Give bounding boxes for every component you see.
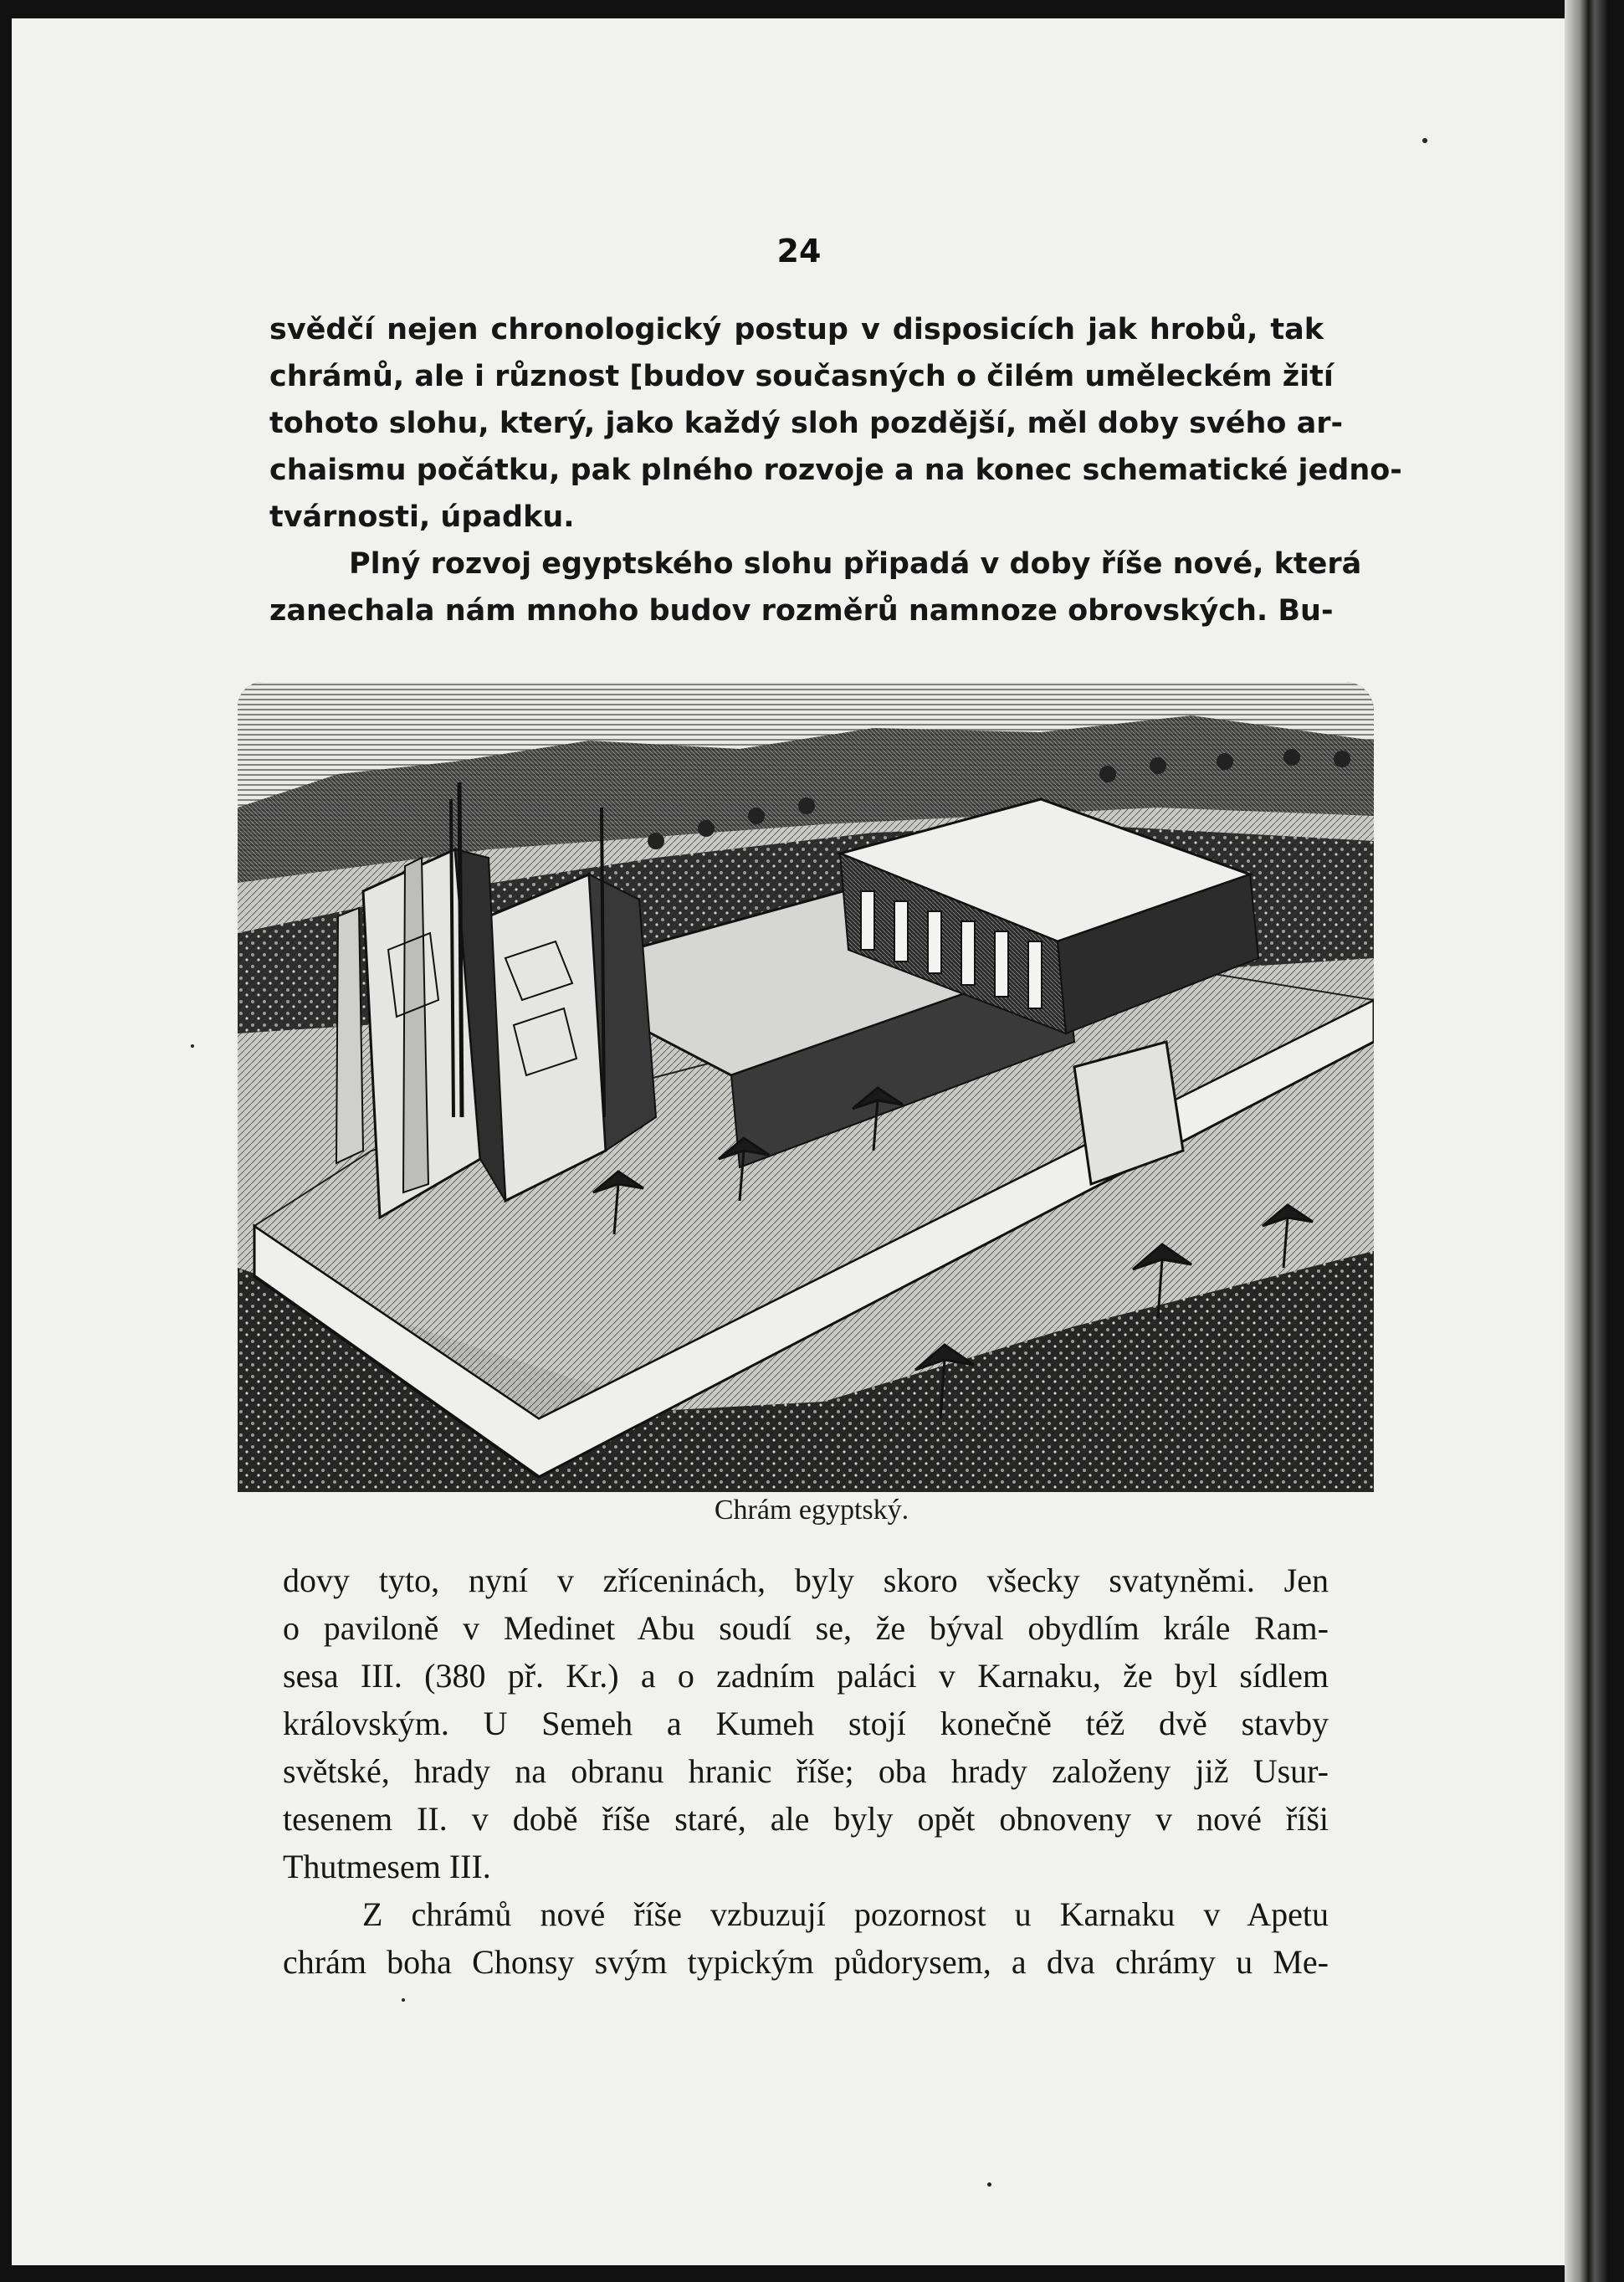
- text-line: tvárnosti, úpadku.: [269, 500, 575, 534]
- text-line: dovy tyto, nyní v zříceninách, byly skoro všecky svatyněmi. Jen: [283, 1562, 1329, 1599]
- page-number: 24: [776, 233, 822, 269]
- figure-caption: Chrám egyptský.: [714, 1495, 909, 1526]
- text-line: tesenem II. v době říše staré, ale byly opět obnoveny v nové říši: [283, 1800, 1329, 1838]
- scan-speck: [987, 2182, 991, 2187]
- paragraph-top: [269, 306, 1402, 634]
- text-line: chrámů, ale i různost [budov současných o čilém uměleckém žití: [269, 360, 1334, 393]
- text-line: o paviloně v Medinet Abu soudí se, že býval obydlím krále Ram-: [283, 1609, 1329, 1647]
- book-spine: [1565, 0, 1608, 2282]
- text-line: zanechala nám mnoho budov rozměrů namnoze obrovských. Bu-: [269, 594, 1334, 628]
- temple-engraving-drawing: [238, 682, 1374, 1492]
- temple-engraving: [238, 682, 1374, 1492]
- scan-speck: [1422, 138, 1427, 143]
- text-line: Plný rozvoj egyptského slohu připadá v doby říše nové, která: [349, 547, 1362, 581]
- text-line: Z chrámů nové říše vzbuzují pozornost u Karnaku v Apetu: [362, 1895, 1329, 1933]
- text-line: světské, hrady na obranu hranic říše; oba hrady založeny již Usur-: [283, 1752, 1329, 1790]
- text-line: chaismu počátku, pak plného rozvoje a na konec schematické jedno-: [269, 454, 1402, 487]
- text-line: královským. U Semeh a Kumeh stojí konečně též dvě stavby: [283, 1705, 1329, 1742]
- scan-speck: [402, 1998, 405, 2002]
- text-line: chrám boha Chonsy svým typickým půdorysem, a dva chrámy u Me-: [283, 1943, 1329, 1981]
- text-line: sesa III. (380 př. Kr.) a o zadním paláci v Karnaku, že byl sídlem: [283, 1657, 1329, 1695]
- text-line: Thutmesem III.: [283, 1848, 491, 1885]
- text-line: tohoto slohu, který, jako každý sloh pozdější, měl doby svého ar-: [269, 407, 1344, 440]
- scan-speck: [191, 1044, 194, 1048]
- text-line: svědčí nejen chronologický postup v disposicích jak hrobů, tak: [269, 313, 1324, 346]
- paragraph-bottom: [283, 1556, 1329, 1986]
